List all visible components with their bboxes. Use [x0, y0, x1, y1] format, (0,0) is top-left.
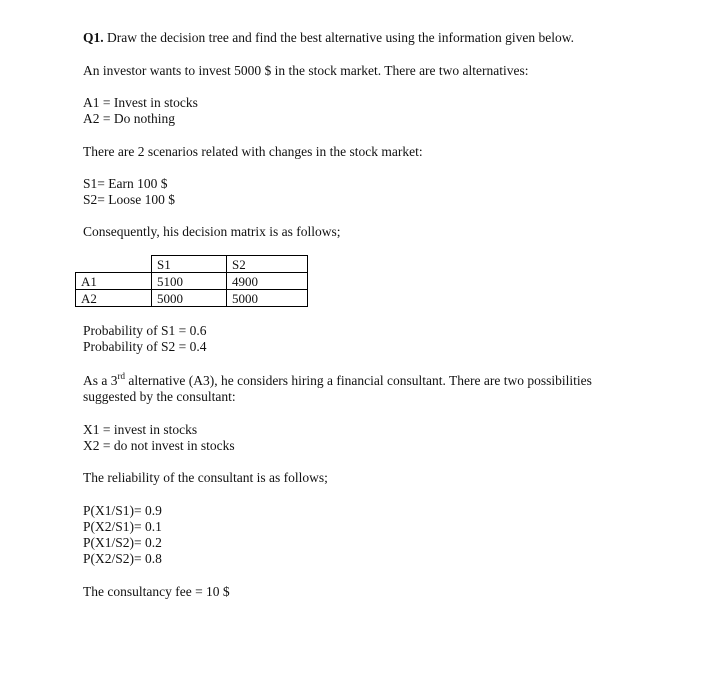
table-cell: A2	[76, 290, 152, 307]
reliability-item: P(X2/S2)= 0.8	[83, 551, 162, 566]
consultant-option-x1: X1 = invest in stocks	[83, 422, 198, 437]
third-alt-rest: alternative (A3), he considers hiring a financial consultant. There are two possibilities	[125, 373, 592, 388]
table-cell: A1	[76, 273, 152, 290]
table-row	[76, 273, 308, 290]
table-cell: 5000	[227, 290, 308, 307]
reliability-intro: The reliability of the consultant is as follows;	[83, 470, 328, 485]
scenario-s2: S2= Loose 100 $	[83, 192, 175, 207]
question-text: Draw the decision tree and find the best alternative using the information given below.	[107, 30, 574, 45]
table-row	[76, 290, 308, 307]
intro-text: An investor wants to invest 5000 $ in the stock market. There are two alternatives:	[83, 63, 529, 78]
table-cell: 5100	[152, 273, 227, 290]
table-header-row	[76, 256, 308, 273]
question-line	[83, 30, 574, 46]
probability-s1: Probability of S1 = 0.6	[83, 323, 207, 338]
alternative-a1: A1 = Invest in stocks	[83, 95, 198, 110]
probability-s2: Probability of S2 = 0.4	[83, 339, 207, 354]
table-cell: 4900	[227, 273, 308, 290]
table-cell: 5000	[152, 290, 227, 307]
third-alternative-line1	[83, 370, 592, 389]
scenarios-intro: There are 2 scenarios related with changes in the stock market:	[83, 144, 423, 159]
third-alt-prefix: As a 3	[83, 373, 118, 388]
scenario-s1: S1= Earn 100 $	[83, 176, 168, 191]
alternative-a2: A2 = Do nothing	[83, 111, 175, 126]
reliability-item: P(X1/S1)= 0.9	[83, 503, 162, 518]
consultant-option-x2: X2 = do not invest in stocks	[83, 438, 235, 453]
third-alternative-line2: suggested by the consultant:	[83, 389, 236, 404]
table-header-cell: S2	[227, 256, 308, 273]
reliability-item: P(X1/S2)= 0.2	[83, 535, 162, 550]
reliability-item: P(X2/S1)= 0.1	[83, 519, 162, 534]
table-header-cell: S1	[152, 256, 227, 273]
consultancy-fee: The consultancy fee = 10 $	[83, 584, 230, 599]
ordinal-superscript: rd	[117, 370, 125, 381]
matrix-intro: Consequently, his decision matrix is as follows;	[83, 224, 341, 239]
decision-matrix-table	[75, 255, 308, 307]
question-number: Q1.	[83, 30, 104, 45]
table-header-cell	[76, 256, 152, 273]
